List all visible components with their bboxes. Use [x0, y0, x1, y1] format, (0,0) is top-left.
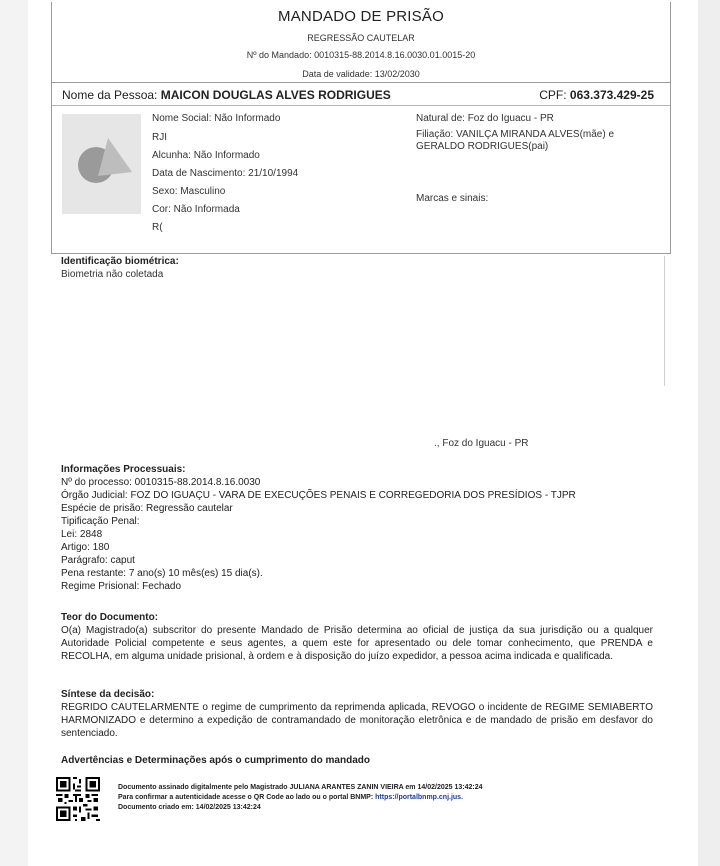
process-section — [61, 463, 576, 593]
signature-line: Documento assinado digitalmente pelo Magistrado JULIANA ARANTES ZANIN VIEIRA em 14/02/2025 13:42:24 — [118, 784, 483, 791]
process-line: Regime Prisional: Fechado — [61, 581, 182, 592]
color: Cor: Não Informada — [152, 204, 240, 215]
social-name: Nome Social: Não Informado — [152, 113, 281, 124]
document-content-title: Teor do Documento: — [61, 612, 159, 623]
process-line: Nº do processo: 0010315-88.2014.8.16.0030 — [61, 477, 261, 488]
right-margin — [698, 0, 720, 866]
person-name-line — [62, 88, 391, 102]
footer-text — [118, 783, 482, 813]
filiation-line-2: GERALDO RODRIGUES(pai) — [416, 141, 549, 152]
mandate-number: Nº do Mandado: 0010315-88.2014.8.16.0030.01.0015-20 — [246, 50, 476, 60]
cpf-label: CPF: — [539, 88, 567, 102]
rji: RJI — [152, 132, 167, 143]
process-line: Órgão Judicial: FOZ DO IGUAÇU - VARA DE EXECUÇÕES PENAIS E CORREGEDORIA DOS PRESÍDIOS - TJPR — [61, 490, 576, 501]
confirm-line — [118, 793, 482, 803]
document-title: MANDADO DE PRISÃO — [278, 8, 444, 25]
left-margin — [0, 0, 28, 866]
cpf-line — [539, 88, 654, 102]
signature-footer — [56, 777, 656, 823]
biometric-title: Identificação biométrica: — [61, 256, 179, 267]
photo-placeholder-icon — [62, 114, 141, 214]
person-photo-placeholder — [62, 114, 141, 214]
process-line: Tipificação Penal: — [61, 516, 140, 527]
person-name-label: Nome da Pessoa: — [62, 88, 158, 102]
natural-of: Natural de: Foz do Iguacu - PR — [416, 113, 554, 124]
alias: Alcunha: Não Informado — [152, 150, 260, 161]
document-content-body: O(a) Magistrado(a) subscritor do presente Mandado de Prisão determina ao oficial de justiça da sua jurisdição ou a qualquer Autoridade Policial competente e seus agentes, a quem este for apresentado ou dele tomar conhecimento, que PRENDA e RECOLHA, em alguma unidade prisional, à ordem e à disposição do juízo expedidor, a pessoa acima indicada e qualificada. — [61, 625, 653, 662]
divider — [52, 105, 670, 106]
document-subtitle: REGRESSÃO CAUTELAR — [307, 33, 415, 43]
person-section — [51, 82, 671, 254]
document-header — [51, 2, 671, 83]
process-line: Pena restante: 7 ano(s) 10 mês(es) 15 dia(s). — [61, 568, 263, 579]
process-line: Lei: 2848 — [61, 529, 103, 540]
process-line: Artigo: 180 — [61, 542, 110, 553]
location-date: ., Foz do Iguacu - PR — [434, 438, 529, 449]
process-title: Informações Processuais: — [61, 464, 186, 475]
person-name: MAICON DOUGLAS ALVES RODRIGUES — [160, 88, 391, 102]
process-line: Espécie de prisão: Regressão cautelar — [61, 503, 233, 514]
qr-code-icon[interactable] — [56, 777, 100, 821]
process-line: Parágrafo: caput — [61, 555, 135, 566]
validity-date: Data de validade: 13/02/2030 — [302, 69, 420, 79]
confirm-text: Para confirmar a autenticidade acesse o QR Code ao lado ou o portal BNMP: — [118, 794, 376, 801]
warnings-title: Advertências e Determinações após o cumprimento do mandado — [61, 755, 370, 766]
cpf-value: 063.373.429-25 — [569, 88, 654, 102]
decision-body: REGRIDO CAUTELARMENTE o regime de cumprimento da reprimenda aplicada, REVOGO o incidente de REGIME SEMIABERTO HARMONIZADO e determino a expedição de contramandado de monitoração eletrônica e de mandado de prisão em desfavor do sentenciado. — [61, 702, 653, 739]
decision-title: Síntese da decisão: — [61, 689, 155, 700]
divider — [664, 256, 671, 386]
sex: Sexo: Masculino — [152, 186, 226, 197]
filiation-line-1: Filiação: VANILÇA MIRANDA ALVES(mãe) e — [416, 129, 615, 140]
marks-and-signs: Marcas e sinais: — [416, 193, 489, 204]
birth-date: Data de Nascimento: 21/10/1994 — [152, 168, 299, 179]
created-line: Documento criado em: 14/02/2025 13:42:24 — [118, 804, 261, 811]
portal-link[interactable]: https://portalbnmp.cnj.jus. — [375, 794, 464, 801]
rg: R( — [152, 222, 163, 233]
biometric-status: Biometria não coletada — [61, 269, 164, 280]
